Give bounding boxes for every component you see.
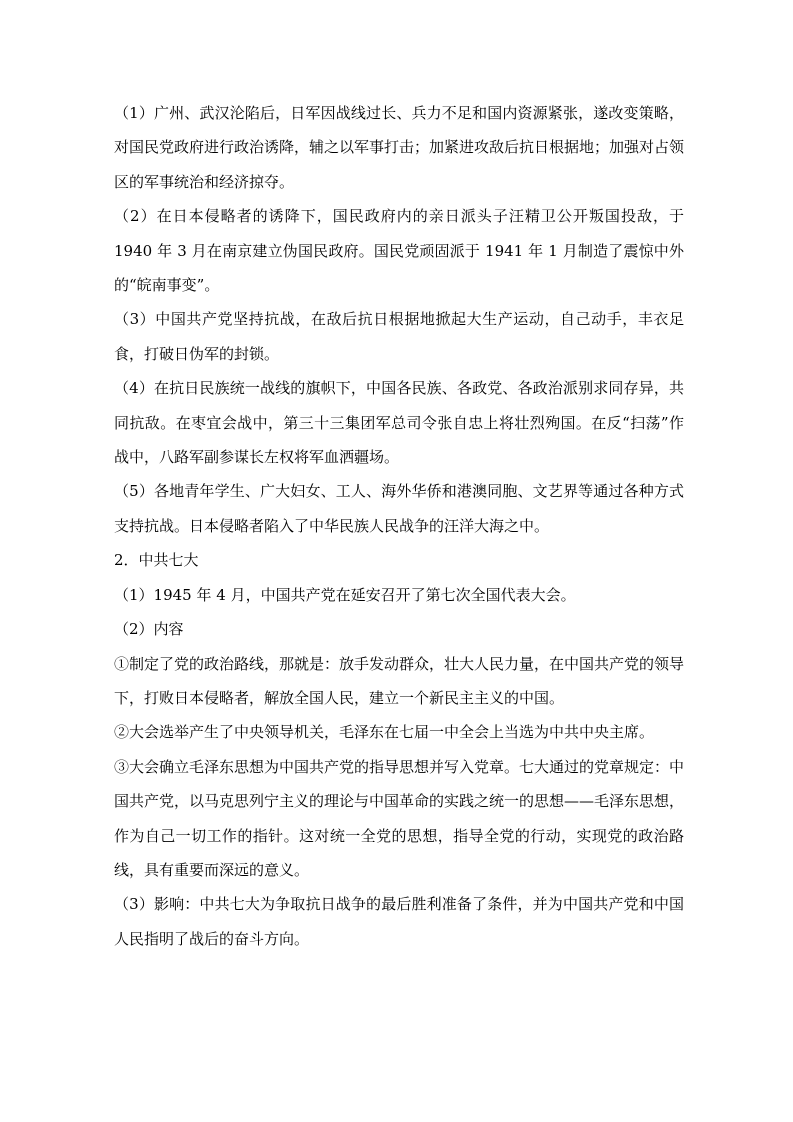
section-heading-seventh-congress: 2．中共七大 [114,551,199,570]
paragraph-japanese-strategy-change: （1）广州、武汉沦陷后，日军因战线过长、兵力不足和国内资源紧张，遂改变策略，对国民党政府进行政治诱降，辅之以军事打击；加紧进攻敌后抗日根据地；加强对占领区的军事统治和经济掠夺。 [114,104,685,191]
paragraph-political-line: ①制定了党的政治路线，那就是：放手发动群众，壮大人民力量，在中国共产党的领导下，打败日本侵略者，解放全国人民，建立一个新民主主义的中国。 [114,654,685,707]
paragraph-great-production-movement: （3）中国共产党坚持抗战，在敌后抗日根据地掀起大生产运动，自己动手，丰衣足食，打破日伪军的封锁。 [114,310,684,363]
paragraph-central-leadership: ②大会选举产生了中央领导机关，毛泽东在七届一中全会上当选为中共中央主席。 [114,723,655,742]
paragraph-content-heading: （2）内容 [114,620,184,639]
paragraph-congress-date: （1）1945 年 4 月，中国共产党在延安召开了第七次全国代表大会。 [114,585,576,604]
paragraph-mao-zedong-thought: ③大会确立毛泽东思想为中国共产党的指导思想并写入党章。七大通过的党章规定：中国共产党，以马克思列宁主义的理论与中国革命的实践之统一的思想——毛泽东思想，作为自己一切工作的指针。这对统一全党的思想，指导全党的行动，实现党的政治路线，具有重要而深远的意义。 [114,757,685,879]
document-body [114,96,689,956]
paragraph-congress-impact: （3）影响：中共七大为争取抗日战争的最后胜利准备了条件，并为中国共产党和中国人民指明了战后的奋斗方向。 [114,895,684,948]
paragraph-wang-jingwei-puppet-government: （2）在日本侵略者的诱降下，国民政府内的亲日派头子汪精卫公开叛国投敌，于 1940 年 3 月在南京建立伪国民政府。国民党顽固派于 1941 年 1 月制造了震惊中外的“皖南事变”。 [114,207,689,295]
paragraph-popular-support: （5）各地青年学生、广大妇女、工人、海外华侨和港澳同胞、文艺界等通过各种方式支持抗战。日本侵略者陷入了中华民族人民战争的汪洋大海之中。 [114,482,684,535]
paragraph-united-front-resistance: （4）在抗日民族统一战线的旗帜下，中国各民族、各政党、各政治派别求同存异，共同抗敌。在枣宜会战中，第三十三集团军总司令张自忠上将壮烈殉国。在反“扫荡”作战中，八路军副参谋长左权将军血洒疆场。 [114,379,684,467]
